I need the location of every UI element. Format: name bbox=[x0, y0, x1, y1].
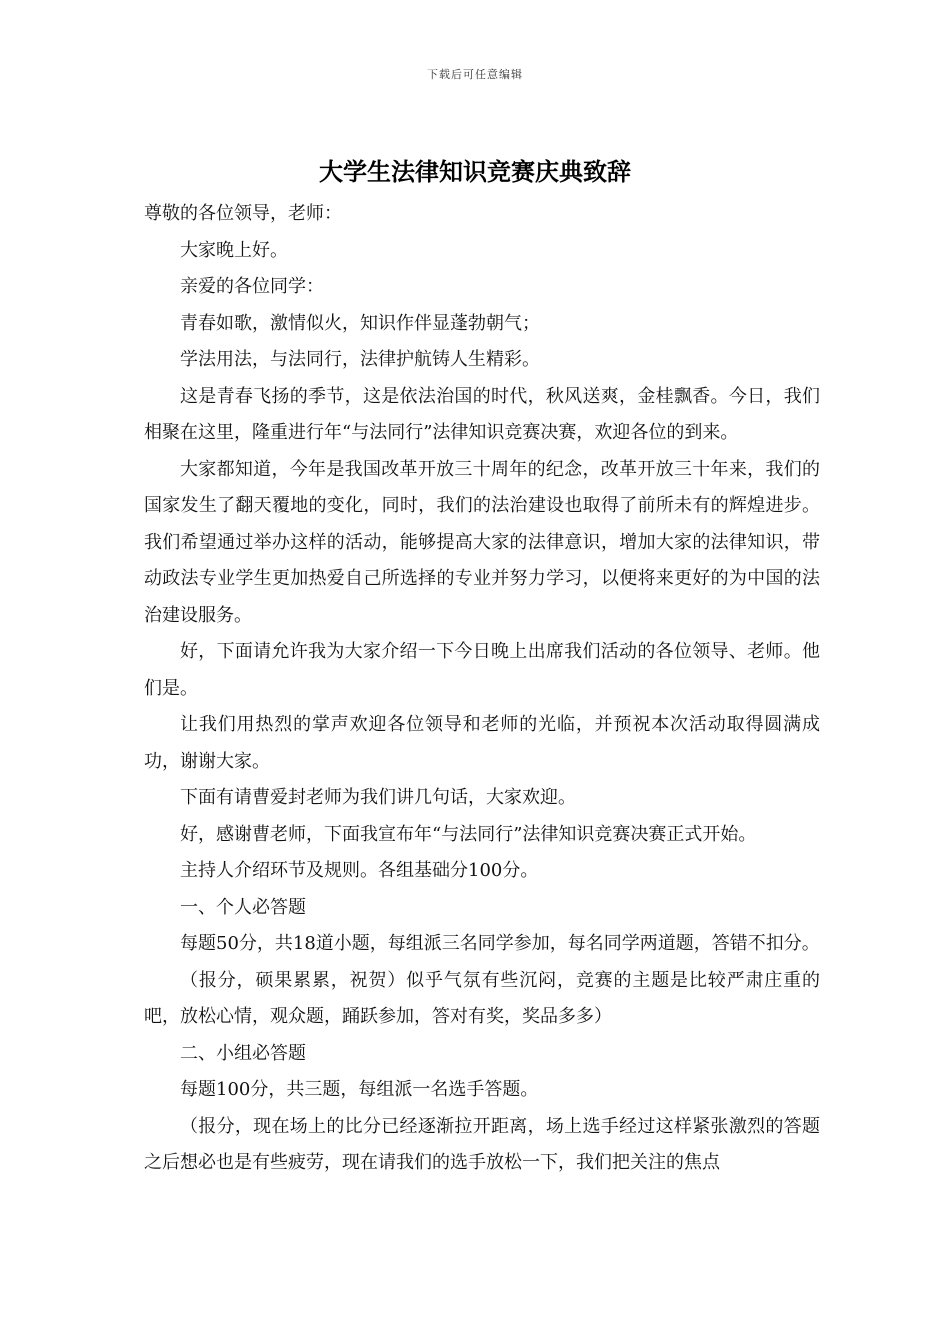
section-heading-individual: 一、个人必答题 bbox=[180, 896, 306, 918]
background-paragraph: 大家都知道，今年是我国改革开放三十周年的纪念，改革开放三十年来，我们的国家发生了翻天覆地的变化，同时，我们的法治建设也取得了前所未有的辉煌进步。我们希望通过举办这样的活动，能够提高大家的法律意识，增加大家的法律知识，带动政法专业学生更加热爱自己所选择的专业并努力学习，以便将来更好的为中国的法治建设服务。 bbox=[144, 458, 820, 626]
competition-start-paragraph: 好，感谢曹老师，下面我宣布年“与法同行”法律知识竞赛决赛正式开始。 bbox=[180, 823, 757, 845]
group-rules-paragraph: 每题100分，共三题，每组派一名选手答题。 bbox=[180, 1079, 539, 1100]
welcome-paragraph: 让我们用热烈的掌声欢迎各位领导和老师的光临，并预祝本次活动取得圆满成功，谢谢大家。 bbox=[144, 714, 820, 772]
verse-line-2: 学法用法，与法同行，法律护航铸人生精彩。 bbox=[180, 349, 540, 370]
speech-invite-paragraph: 下面有请曹爱封老师为我们讲几句话，大家欢迎。 bbox=[180, 787, 576, 808]
rules-paragraph: 主持人介绍环节及规则。各组基础分100分。 bbox=[180, 860, 539, 881]
group-note-paragraph: （报分，现在场上的比分已经逐渐拉开距离，场上选手经过这样紧张激烈的答题之后想必也是有些疲劳，现在请我们的选手放松一下，我们把关注的焦点 bbox=[144, 1115, 820, 1173]
document-body bbox=[144, 196, 820, 1182]
greeting-paragraph: 大家晚上好。 bbox=[180, 239, 288, 261]
header-note: 下载后可任意编辑 bbox=[427, 68, 523, 81]
section-heading-group: 二、小组必答题 bbox=[180, 1042, 306, 1064]
verse-line-1: 青春如歌，激情似火，知识作伴显蓬勃朝气； bbox=[180, 312, 540, 334]
document-title: 大学生法律知识竞赛庆典致辞 bbox=[319, 157, 631, 186]
students-salutation-paragraph: 亲爱的各位同学： bbox=[180, 276, 324, 297]
salutation-paragraph: 尊敬的各位领导，老师： bbox=[144, 203, 342, 224]
guest-intro-paragraph: 好，下面请允许我为大家介绍一下今日晚上出席我们活动的各位领导、老师。他们是。 bbox=[144, 641, 820, 699]
opening-paragraph: 这是青春飞扬的季节，这是依法治国的时代，秋风送爽，金桂飘香。今日，我们相聚在这里，隆重进行年“与法同行”法律知识竞赛决赛，欢迎各位的到来。 bbox=[144, 385, 820, 443]
individual-rules-paragraph: 每题50分，共18道小题，每组派三名同学参加，每名同学两道题，答错不扣分。 bbox=[180, 933, 820, 954]
individual-note-paragraph: （报分，硕果累累，祝贺）似乎气氛有些沉闷，竞赛的主题是比较严肃庄重的吧，放松心情，观众题，踊跃参加，答对有奖，奖品多多） bbox=[144, 969, 820, 1027]
